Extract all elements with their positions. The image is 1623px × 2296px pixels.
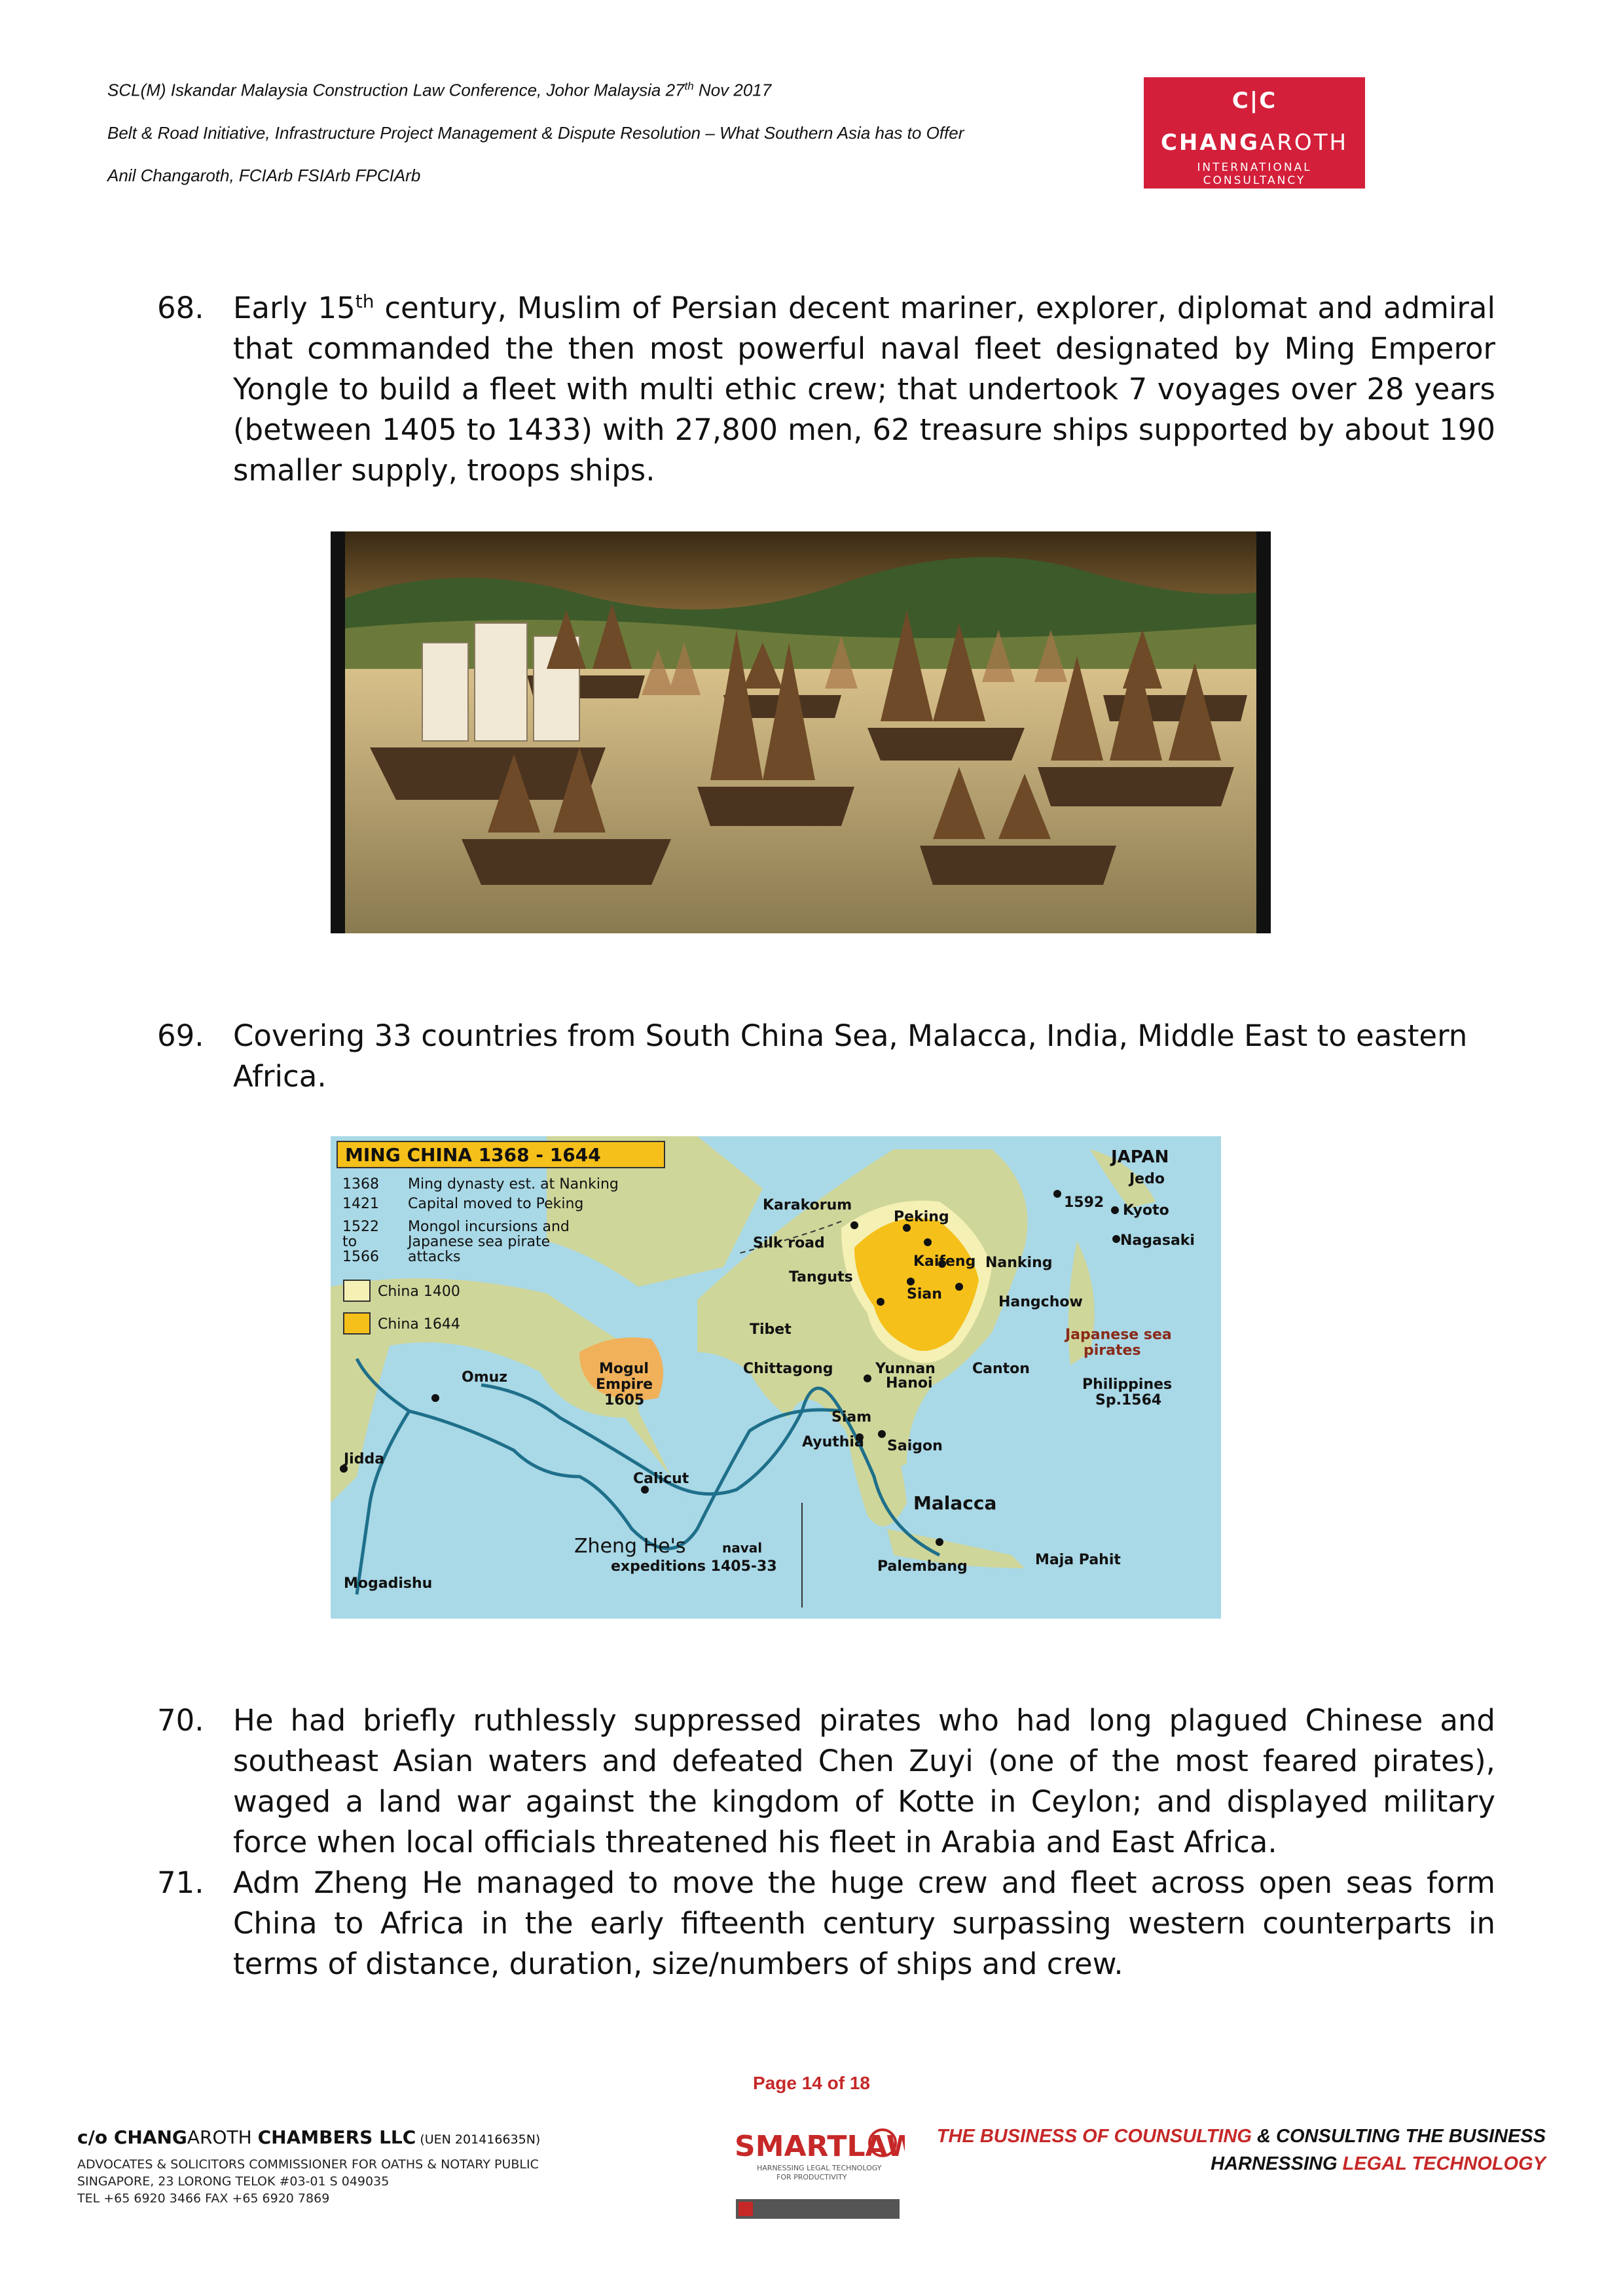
label-calicut: Calicut <box>633 1471 689 1487</box>
label-malacca: Malacca <box>913 1492 997 1514</box>
legend-key-1400: China 1400 <box>378 1283 460 1300</box>
label-philippines: Philippines <box>1082 1376 1173 1393</box>
map-title: MING CHINA 1368 - 1644 <box>345 1144 601 1166</box>
smartlaw-banner <box>736 2199 900 2219</box>
label-mogul: Mogul <box>599 1361 649 1377</box>
paragraph-number: 71. <box>157 1865 204 1900</box>
label-nagasaki: Nagasaki <box>1120 1232 1195 1249</box>
paragraph-text-rest: century, Muslim of Persian decent mariner, explorer, diplomat and admiral that commanded the then most powerful naval fleet designated by Ming Emperor Yongle to build a fleet with multi ethic crew; that undertook 7 voyages over 28 years (between 1405 to 1433) with 27,800 men, 62 treasure ships supported by about 190 smaller supply, troops ships. <box>233 291 1495 488</box>
map-legend-text: Mongol incursions and <box>408 1219 570 1235</box>
label-1605: 1605 <box>604 1392 645 1408</box>
label-karakorum: Karakorum <box>763 1197 852 1213</box>
footer-tagline-2 <box>1211 2153 1546 2175</box>
label-canton: Canton <box>972 1361 1030 1377</box>
footer-phone-fax: TEL +65 6920 3466 FAX +65 6920 7869 <box>77 2191 330 2206</box>
label-peking: Peking <box>894 1209 949 1225</box>
smartlaw-name: SMARTLAW <box>735 2130 905 2163</box>
label-hanoi: Hanoi <box>886 1375 933 1391</box>
paragraph-text <box>233 288 1495 491</box>
smartlaw-sub2: FOR PRODUCTIVITY <box>776 2173 847 2181</box>
label-empire: Empire <box>596 1376 653 1393</box>
label-jidda: Jidda <box>344 1451 385 1467</box>
map-legend-year: 1368 <box>342 1176 379 1193</box>
label-japan: JAPAN <box>1111 1147 1169 1167</box>
paragraph-text: Adm Zheng He managed to move the huge crew and fleet across open seas form China to Africa in the early fifteenth century surpassing western counterparts in terms of distance, duration, size/numbers of ships and crew. <box>233 1865 1495 1981</box>
label-chittagong: Chittagong <box>743 1361 833 1377</box>
page-number: Page 14 of 18 <box>753 2073 870 2093</box>
tagline-1-black: & CONSULTING THE BUSINESS <box>1252 2126 1546 2147</box>
footer-practice-areas: ADVOCATES & SOLICITORS COMMISSIONER FOR OATHS & NOTARY PUBLIC <box>77 2157 539 2172</box>
label-tanguts: Tanguts <box>789 1269 853 1285</box>
label-kaifeng: Kaifeng <box>913 1253 976 1270</box>
label-nanking: Nanking <box>985 1255 1053 1271</box>
label-yunnan: Yunnan <box>875 1361 936 1377</box>
logo-subtitle: INTERNATIONAL CONSULTANCY <box>1197 161 1312 187</box>
label-tibet: Tibet <box>750 1321 792 1338</box>
map-legend-year: 1566 <box>342 1249 379 1265</box>
footer-tagline-1 <box>937 2126 1546 2147</box>
map-legend-text: Ming dynasty est. at Nanking <box>408 1176 619 1193</box>
map-legend-year: 1522 <box>342 1219 379 1235</box>
ming-china-map <box>331 1136 1221 1619</box>
legend-swatch-1400 <box>344 1280 370 1301</box>
paragraph-number: 70. <box>157 1703 204 1738</box>
legend-swatch-1644 <box>344 1313 370 1334</box>
tagline-1-red: THE BUSINESS OF COUNSULTING <box>936 2126 1252 2147</box>
logo-name-rest: AROTH <box>1260 130 1349 156</box>
header-conference-tail: Nov 2017 <box>693 80 772 100</box>
law-society-icon <box>739 2202 753 2216</box>
footer-address: SINGAPORE, 23 LORONG TELOK #03-01 S 049035 <box>77 2174 390 2189</box>
logo-name <box>1144 130 1365 156</box>
firm-name-mid: AROTH <box>187 2126 258 2148</box>
map-legend-text: attacks <box>408 1249 461 1265</box>
map-legend-text: Capital moved to Peking <box>408 1196 584 1212</box>
label-jedo: Jedo <box>1129 1171 1165 1187</box>
logo-name-bold: CHANG <box>1160 130 1260 156</box>
label-palembang: Palembang <box>877 1558 968 1575</box>
label-omuz: Omuz <box>462 1369 508 1386</box>
map-legend-text: Japanese sea pirate <box>408 1234 551 1250</box>
map-legend-year: 1421 <box>342 1196 379 1212</box>
label-naval: naval <box>722 1540 763 1556</box>
map-legend-year: to <box>342 1234 357 1250</box>
paragraph-text: He had briefly ruthlessly suppressed pirates who had long plagued Chinese and southeast Asian waters and defeated Chen Zuyi (one of the most feared pirates), waged a land war against the kingdom of Kotte in Ceylon; and displayed military force when local officials threatened his fleet in Arabia and East Africa. <box>233 1703 1495 1859</box>
label-ayuthia: Ayuthia <box>802 1434 864 1450</box>
label-zheng-he: Zheng He's <box>574 1535 686 1558</box>
paragraph-text: Covering 33 countries from South China Sea, Malacca, India, Middle East to eastern Africa. <box>233 1018 1468 1094</box>
paragraph-sup: th <box>355 291 374 312</box>
tagline-2-black: HARNESSING <box>1211 2153 1343 2174</box>
label-expeditions: expeditions 1405-33 <box>611 1558 777 1575</box>
label-maja-pahit: Maja Pahit <box>1035 1552 1121 1568</box>
label-sian: Sian <box>907 1286 942 1302</box>
smartlaw-sub1: HARNESSING LEGAL TECHNOLOGY <box>757 2164 882 2172</box>
firm-uen: (UEN 201416635N) <box>416 2132 541 2147</box>
label-siam: Siam <box>831 1409 872 1426</box>
logo-mark: C|C <box>1231 88 1277 114</box>
smartlaw-logo <box>731 2123 905 2221</box>
tagline-2-red: LEGAL TECHNOLOGY <box>1342 2153 1546 2174</box>
footer-firm-name <box>77 2126 540 2148</box>
label-japanese-sea: Japanese sea <box>1065 1327 1172 1343</box>
legend-key-1644: China 1644 <box>378 1316 460 1333</box>
firm-prefix: c/o <box>77 2126 114 2148</box>
label-kyoto: Kyoto <box>1123 1202 1169 1219</box>
header-author: Anil Changaroth, FCIArb FSIArb FPCIArb <box>107 166 421 185</box>
label-sp1564: Sp.1564 <box>1095 1392 1162 1408</box>
header-conference-sup: th <box>684 80 694 92</box>
firm-name-bold: CHANG <box>113 2126 187 2148</box>
header-topic: Belt & Road Initiative, Infrastructure Project Management & Dispute Resolution – What Southern Asia has to Offer <box>107 123 964 143</box>
label-saigon: Saigon <box>887 1438 943 1454</box>
changaroth-logo <box>1144 77 1365 188</box>
label-mogadishu: Mogadishu <box>344 1575 433 1592</box>
header-conference-text: SCL(M) Iskandar Malaysia Construction Law Conference, Johor Malaysia 27 <box>107 80 685 100</box>
treasure-fleet-painting <box>331 531 1271 933</box>
label-1592: 1592 <box>1064 1194 1104 1211</box>
paragraph-number: 68. <box>157 291 204 325</box>
label-pirates: pirates <box>1084 1342 1141 1359</box>
paragraph-number: 69. <box>157 1018 204 1053</box>
firm-name-chambers: CHAMBERS LLC <box>257 2126 416 2148</box>
label-hangchow: Hangchow <box>998 1294 1083 1310</box>
label-silk-road: Silk road <box>753 1235 825 1251</box>
paragraph-text-start: Early 15 <box>233 291 356 325</box>
header-conference <box>107 80 771 101</box>
